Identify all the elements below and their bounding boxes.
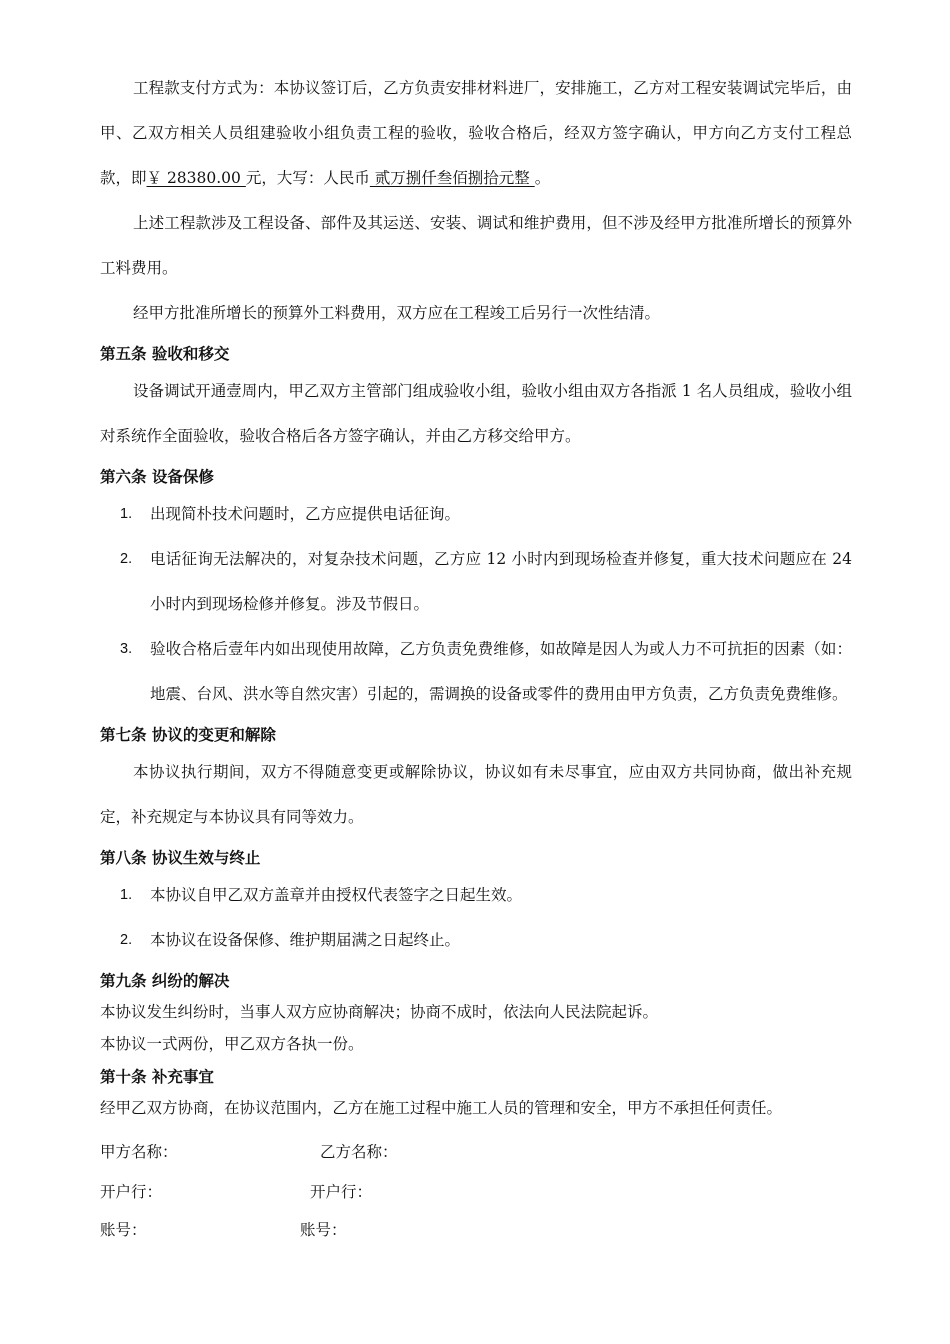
list-text: 验收合格后壹年内如出现使用故障，乙方负责免费维修，如故障是因人为或人力不可抗拒的因素（如：地震、台风、洪水等自然灾害）引起的，需调换的设备或零件的费用由甲方负责，乙方负责免费维修。 xyxy=(150,640,852,703)
list-item xyxy=(100,873,852,918)
party-b-name-label: 乙方名称： xyxy=(320,1143,398,1161)
payment-scope-paragraph: 上述工程款涉及工程设备、部件及其运送、安装、调试和维护费用，但不涉及经甲方批准所增长的预算外工料费用。 xyxy=(100,214,852,277)
payment-settlement-paragraph: 经甲方批准所增长的预算外工料费用，双方应在工程竣工后另行一次性结清。 xyxy=(133,304,661,322)
article-9-line-2: 本协议一式两份，甲乙双方各执一份。 xyxy=(100,1035,364,1053)
list-item xyxy=(100,537,852,627)
list-item xyxy=(100,627,852,717)
article-5-text: 设备调试开通壹周内，甲乙双方主管部门组成验收小组，验收小组由双方各指派 1 名人员组成，验收小组对系统作全面验收，验收合格后各方签字确认，并由乙方移交给甲方。 xyxy=(100,382,852,445)
list-number: 1. xyxy=(120,887,133,903)
party-a-name-label: 甲方名称： xyxy=(100,1143,178,1161)
list-text: 电话征询无法解决的，对复杂技术问题，乙方应 12 小时内到现场检查并修复，重大技术问题应在 24 小时内到现场检修并修复。涉及节假日。 xyxy=(150,550,852,613)
payment-text-mid: 元，大写：人民币 xyxy=(245,169,370,187)
list-item xyxy=(100,492,852,537)
party-a-bank-label: 开户行： xyxy=(100,1183,163,1201)
contract-page xyxy=(100,66,852,1124)
article-9-heading: 第九条 纠纷的解决 xyxy=(100,971,230,990)
payment-amount: ￥ 28380.00 xyxy=(146,169,246,187)
list-item xyxy=(100,918,852,963)
article-7-heading: 第七条 协议的变更和解除 xyxy=(100,725,276,744)
list-number: 1. xyxy=(120,506,133,522)
party-b-account-label: 账号： xyxy=(300,1221,347,1239)
payment-amount-words: 贰万捌仟叁佰捌拾元整 xyxy=(369,169,535,187)
list-number: 3. xyxy=(120,641,133,657)
list-text: 本协议自甲乙双方盖章并由授权代表签字之日起生效。 xyxy=(150,886,523,904)
list-text: 本协议在设备保修、维护期届满之日起终止。 xyxy=(150,931,461,949)
list-text: 出现简朴技术问题时，乙方应提供电话征询。 xyxy=(150,505,461,523)
article-8-heading: 第八条 协议生效与终止 xyxy=(100,848,261,867)
payment-text-end: 。 xyxy=(534,169,551,187)
article-5-heading: 第五条 验收和移交 xyxy=(100,344,230,363)
article-10-heading: 第十条 补充事宜 xyxy=(100,1067,214,1086)
article-7-text: 本协议执行期间，双方不得随意变更或解除协议，协议如有未尽事宜，应由双方共同协商，做出补充规定，补充规定与本协议具有同等效力。 xyxy=(100,763,852,826)
article-6-heading: 第六条 设备保修 xyxy=(100,467,214,486)
payment-text: 工程款支付方式为：本协议签订后，乙方负责安排材料进厂，安排施工，乙方对工程安装调试完毕后，由甲、乙双方相关人员组建验收小组负责工程的验收，验收合格后，经双方签字确认，甲方向乙方支付工程总款，即 xyxy=(100,79,852,187)
party-a-account-label: 账号： xyxy=(100,1221,147,1239)
article-10-text: 经甲乙双方协商，在协议范围内，乙方在施工过程中施工人员的管理和安全，甲方不承担任何责任。 xyxy=(100,1099,783,1117)
article-9-line-1: 本协议发生纠纷时，当事人双方应协商解决；协商不成时，依法向人民法院起诉。 xyxy=(100,1003,659,1021)
list-number: 2. xyxy=(120,932,133,948)
list-number: 2. xyxy=(120,551,133,567)
payment-paragraph xyxy=(100,66,852,201)
party-b-bank-label: 开户行： xyxy=(310,1183,373,1201)
